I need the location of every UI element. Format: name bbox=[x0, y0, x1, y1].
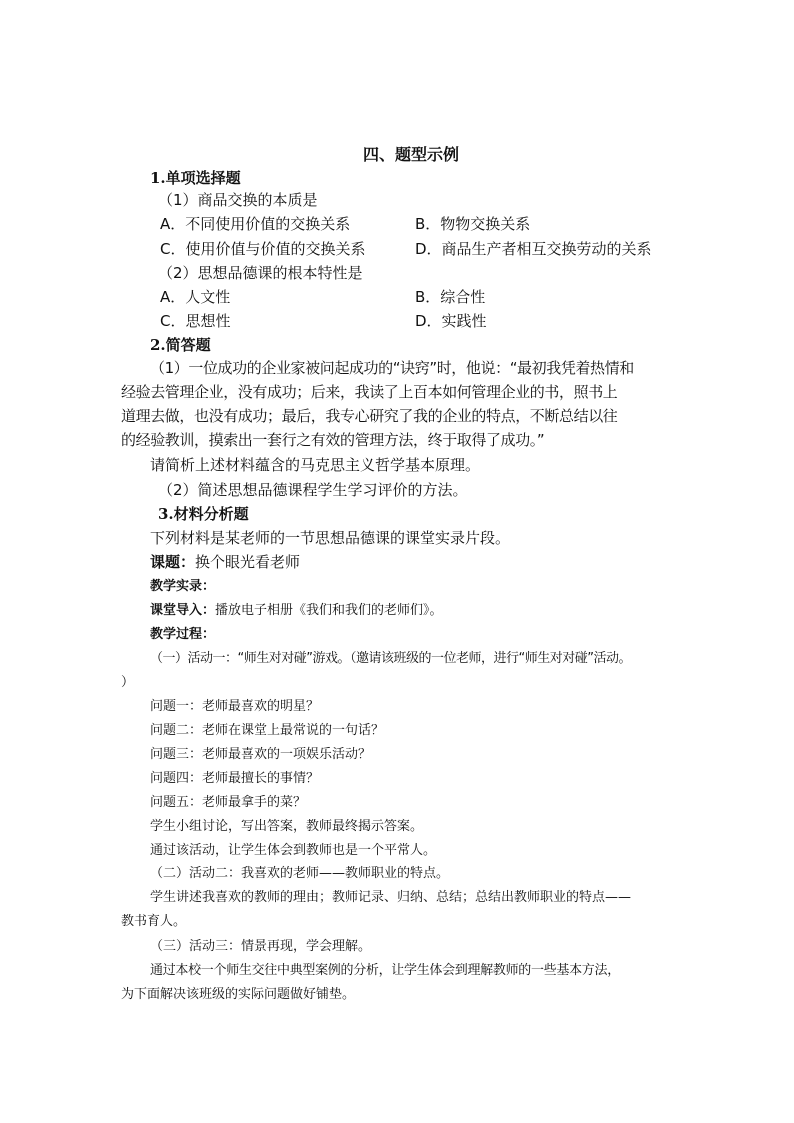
q3-purpose1: 通过该活动，让学生体会到教师也是一个平常人。 bbox=[150, 843, 437, 858]
q3-activity2-line: 学生讲述我喜欢的教师的理由；教师记录、归纳、总结；总结出教师职业的特点—— bbox=[150, 890, 632, 905]
q1-item1-stem: （1）商品交换的本质是 bbox=[158, 191, 318, 209]
q3-activity1-line: （一）活动一：“师生对对碰”游戏。（邀请该班级的一位老师，进行“师生对对碰”活动。 bbox=[150, 651, 631, 666]
q1-item2-option-b: B．综合性 bbox=[415, 288, 486, 306]
q3-process-label: 教学过程： bbox=[150, 627, 216, 642]
q3-import bbox=[150, 604, 443, 617]
q3-import-label: 课堂导入： bbox=[150, 603, 216, 618]
q3-question: 问题一：老师最喜欢的明星？ bbox=[150, 699, 320, 714]
q2-item1-line: 道理去做，也没有成功；最后，我专心研究了我的企业的特点，不断总结以往 bbox=[121, 407, 618, 425]
q3-question: 问题四：老师最擅长的事情？ bbox=[150, 771, 320, 786]
q3-heading: 3.材料分析题 bbox=[158, 505, 249, 523]
q2-item2: （2）简述思想品德课程学生学习评价的方法。 bbox=[158, 481, 468, 499]
q1-item1-option-d: D．商品生产者相互交换劳动的关系 bbox=[415, 240, 652, 258]
q3-intro: 下列材料是某老师的一节思想品德课的课堂实录片段。 bbox=[150, 529, 511, 547]
q1-heading: 1.单项选择题 bbox=[150, 169, 241, 187]
q1-item1-option-c: C．使用价值与价值的交换关系 bbox=[160, 240, 366, 258]
q3-activity1-line: ） bbox=[121, 675, 135, 690]
section-title: 四、题型示例 bbox=[363, 145, 460, 164]
q1-item1-option-a: A．不同使用价值的交换关系 bbox=[160, 215, 351, 233]
q3-topic bbox=[150, 555, 300, 570]
q3-activity2-line: 教书育人。 bbox=[121, 914, 187, 929]
q3-record-label: 教学实录： bbox=[150, 579, 216, 594]
q3-topic-value: 换个眼光看老师 bbox=[195, 553, 301, 571]
q3-activity3: （三）活动三：情景再现，学会理解。 bbox=[150, 939, 372, 954]
q3-question: 问题二：老师在课堂上最常说的一句话？ bbox=[150, 723, 385, 738]
q3-import-value: 播放电子相册《我们和我们的老师们》。 bbox=[215, 603, 443, 618]
q1-item1-option-b: B．物物交换关系 bbox=[415, 215, 531, 233]
q3-question: 问题三：老师最喜欢的一项娱乐活动？ bbox=[150, 747, 372, 762]
q3-activity2: （二）活动二：我喜欢的老师——教师职业的特点。 bbox=[150, 866, 450, 881]
q3-discussion: 学生小组讨论，写出答案，教师最终揭示答案。 bbox=[150, 819, 424, 834]
q1-item2-option-c: C．思想性 bbox=[160, 312, 231, 330]
q2-item1-line: 经验去管理企业，没有成功；后来，我读了上百本如何管理企业的书，照书上 bbox=[121, 383, 618, 401]
q3-activity3-line: 通过本校一个师生交往中典型案例的分析，让学生体会到理解教师的一些基本方法， bbox=[150, 963, 620, 978]
q2-item1-task: 请简析上述材料蕴含的马克思主义哲学基本原理。 bbox=[150, 456, 481, 474]
q1-item2-option-d: D．实践性 bbox=[415, 312, 487, 330]
q3-topic-label: 课题： bbox=[150, 553, 196, 571]
q3-activity3-line: 为下面解决该班级的实际问题做好铺垫。 bbox=[121, 987, 356, 1002]
q2-heading: 2.简答题 bbox=[150, 336, 211, 354]
q2-item1-line: （1）一位成功的企业家被问起成功的“诀窍”时，他说：“最初我凭着热情和 bbox=[150, 359, 634, 377]
q2-item1-line: 的经验教训，摸索出一套行之有效的管理方法，终于取得了成功。” bbox=[121, 431, 545, 449]
q1-item2-option-a: A．人文性 bbox=[160, 288, 231, 306]
q3-question: 问题五：老师最拿手的菜？ bbox=[150, 795, 307, 810]
q1-item2-stem: （2）思想品德课的根本特性是 bbox=[158, 264, 363, 282]
